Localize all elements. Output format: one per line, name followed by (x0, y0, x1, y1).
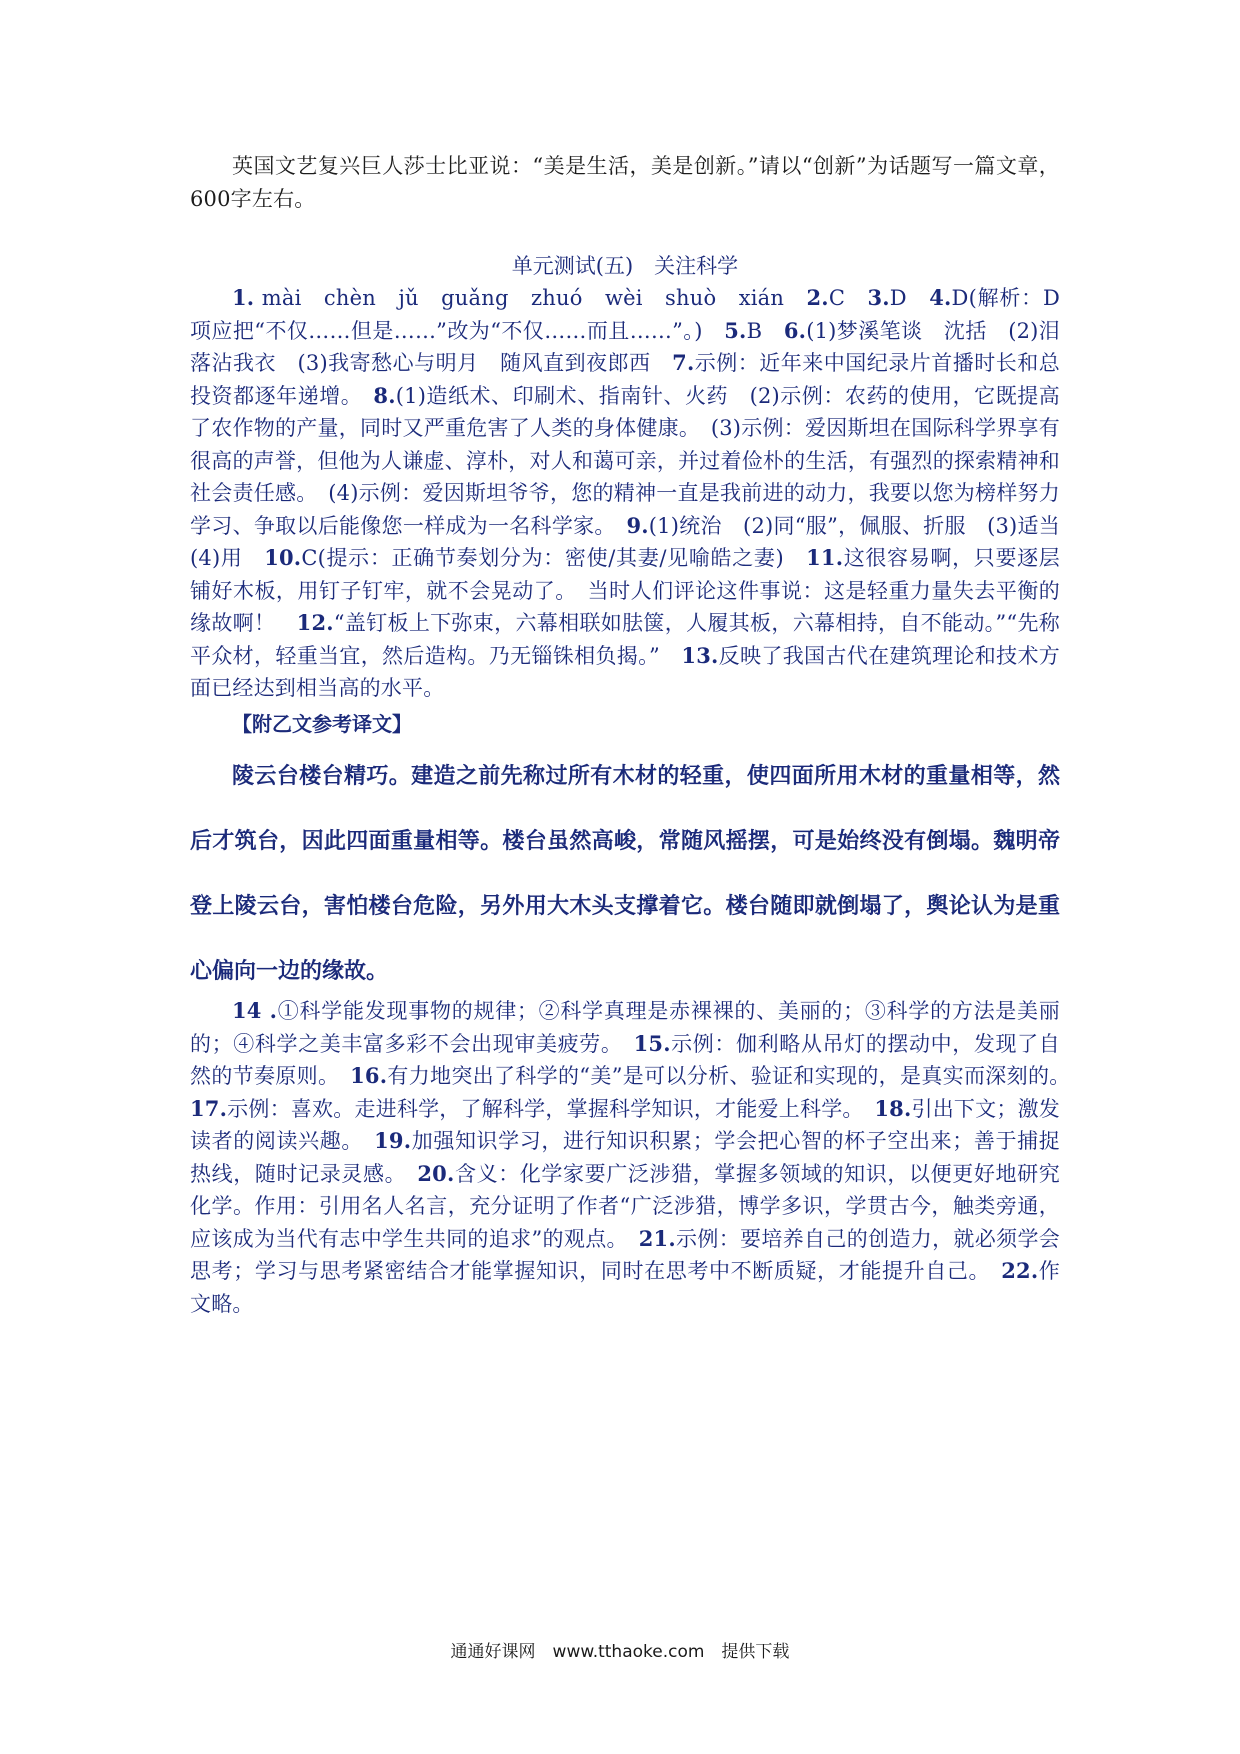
answer-text: 加强知识学习，进行知识积累；学会把心智的杯子空出来；善于捕捉热线，随时记录灵感。 (190, 1129, 1060, 1186)
answer-text: 示例：要培养自己的创造力，就必须学会思考；学习与思考紧密结合才能掌握知识，同时在思考中不断质疑，才能提升自己。 (190, 1226, 1060, 1283)
answer-text: C (828, 286, 868, 310)
answer-number: 13. (681, 642, 719, 668)
answer-text: D(解析：D 项应把“不仅……但是……”改为“不仅……而且……”。) (190, 286, 1060, 343)
appendix-heading: 【附乙文参考译文】 (232, 712, 412, 736)
answer-text: mài chèn jǔ guǎng zhuó wèi shuò xián (254, 286, 807, 310)
answer-text: 示例：喜欢。走进科学，了解科学，掌握科学知识，才能爱上科学。 (227, 1096, 875, 1121)
answer-number: 1. (232, 285, 255, 310)
answer-text: 含义：化学家要广泛涉猎，掌握多领域的知识，以便更好地研究化学。作用：引用名人名言，充分证明了作者“广泛涉猎，博学多识，学贯古今，触类旁通，应该成为当代有志中学生共同的追求”的观点。 (190, 1161, 1060, 1251)
answer-number: 3. (867, 285, 890, 310)
reference-translation: 陵云台楼台精巧。建造之前先称过所有木材的轻重，使四面所用木材的重量相等，然后才筑台，因此四面重量相等。楼台虽然高峻，常随风摇摆，可是始终没有倒塌。魏明帝登上陵云台，害怕楼台危险，另外用大木头支撑着它。楼台随即就倒塌了，舆论认为是重心偏向一边的缘故。 (190, 764, 1060, 984)
section-title: 单元测试(五) 关注科学 (511, 254, 739, 278)
answer-number: 9. (626, 512, 649, 538)
answer-number: 4. (929, 285, 952, 310)
answer-number: 21. (638, 1225, 676, 1251)
answer-number: 11. (806, 545, 844, 570)
answer-text: (1)造纸术、印刷术、指南针、火药 (2)示例：农药的使用，它既提高了农作物的产量，同时又严重危害了人类的身体健康。 (3)示例：爱因斯坦在国际科学界享有很高的声誉，但他为人谦虚、淳朴，对人和蔼可亲，并过着俭朴的生活，有强烈的探索精神和社会责任感。 (4)示例：爱因斯坦爷爷，您的精神一直是我前进的动力，我要以您为榜样努力学习、争取以后能像您一样成为一名科学家。 (190, 383, 1060, 538)
answers-list-part1 (190, 282, 1082, 705)
answer-number: 15. (633, 1030, 671, 1056)
answer-text: C(提示：正确节奏划分为：密使/其妻/见喻皓之妻) (301, 546, 807, 570)
answer-number: 16. (350, 1063, 388, 1088)
answer-text: “盖钉板上下弥束，六幕相联如胠箧，人履其板，六幕相持，自不能动。”“先称平众材，轻重当宜，然后造构。乃无锱铢相负揭。” (190, 611, 1061, 668)
page-footer: 通通好课网 www.tthaoke.com 提供下载 (450, 1642, 790, 1662)
answer-text: B (746, 318, 784, 343)
answer-number: 6. (783, 317, 807, 343)
answer-number: 10. (264, 545, 302, 570)
answer-text: 这很容易啊，只要逐层铺好木板，用钉子钉牢，就不会晃动了。 当时人们评论这件事说：这是轻重力量失去平衡的缘故啊！ (190, 546, 1060, 635)
answer-number: 22. (1001, 1258, 1039, 1283)
answer-text: 反映了我国古代在建筑理论和技术方面已经达到相当高的水平。 (190, 643, 1060, 700)
answer-number: 18. (874, 1095, 912, 1121)
answer-number: 2. (806, 285, 829, 310)
answer-text: (1)梦溪笔谈 沈括 (2)泪落沾我衣 (3)我寄愁心与明月 随风直到夜郎西 (190, 318, 1060, 375)
answer-text: (1)统治 (2)同“服”，佩服、折服 (3)适当 (4)用 (190, 513, 1082, 570)
answer-number: 19. (374, 1128, 412, 1153)
answer-number: 8. (373, 382, 396, 408)
answer-number: 7. (672, 350, 695, 375)
answer-text: D (889, 286, 930, 310)
answer-number: 12. (296, 610, 334, 635)
answer-text: 作文略。 (190, 1259, 1060, 1316)
answer-number: 20. (417, 1160, 455, 1186)
answer-text: 示例：近年来中国纪录片首播时长和总投资都逐年递增。 (190, 351, 1060, 408)
answer-number: 5. (724, 317, 747, 343)
answer-text: 有力地突出了科学的“美”是可以分析、验证和实现的，是真实而深刻的。 (387, 1064, 1082, 1088)
answer-number: 14 . (232, 998, 278, 1023)
answer-text: 示例：伽利略从吊灯的摆动中，发现了自然的节奏原则。 (190, 1031, 1060, 1088)
answer-number: 17. (190, 1095, 228, 1121)
essay-prompt: 英国文艺复兴巨人莎士比亚说：“美是生活，美是创新。”请以“创新”为话题写一篇文章，600字左右。 (190, 154, 1060, 211)
answer-text: ①科学能发现事物的规律；②科学真理是赤裸裸的、美丽的；③科学的方法是美丽的；④科学之美丰富多彩不会出现审美疲劳。 (190, 999, 1060, 1056)
answer-text: 引出下文；激发读者的阅读兴趣。 (190, 1096, 1060, 1153)
answers-list-part2 (190, 995, 1082, 1320)
